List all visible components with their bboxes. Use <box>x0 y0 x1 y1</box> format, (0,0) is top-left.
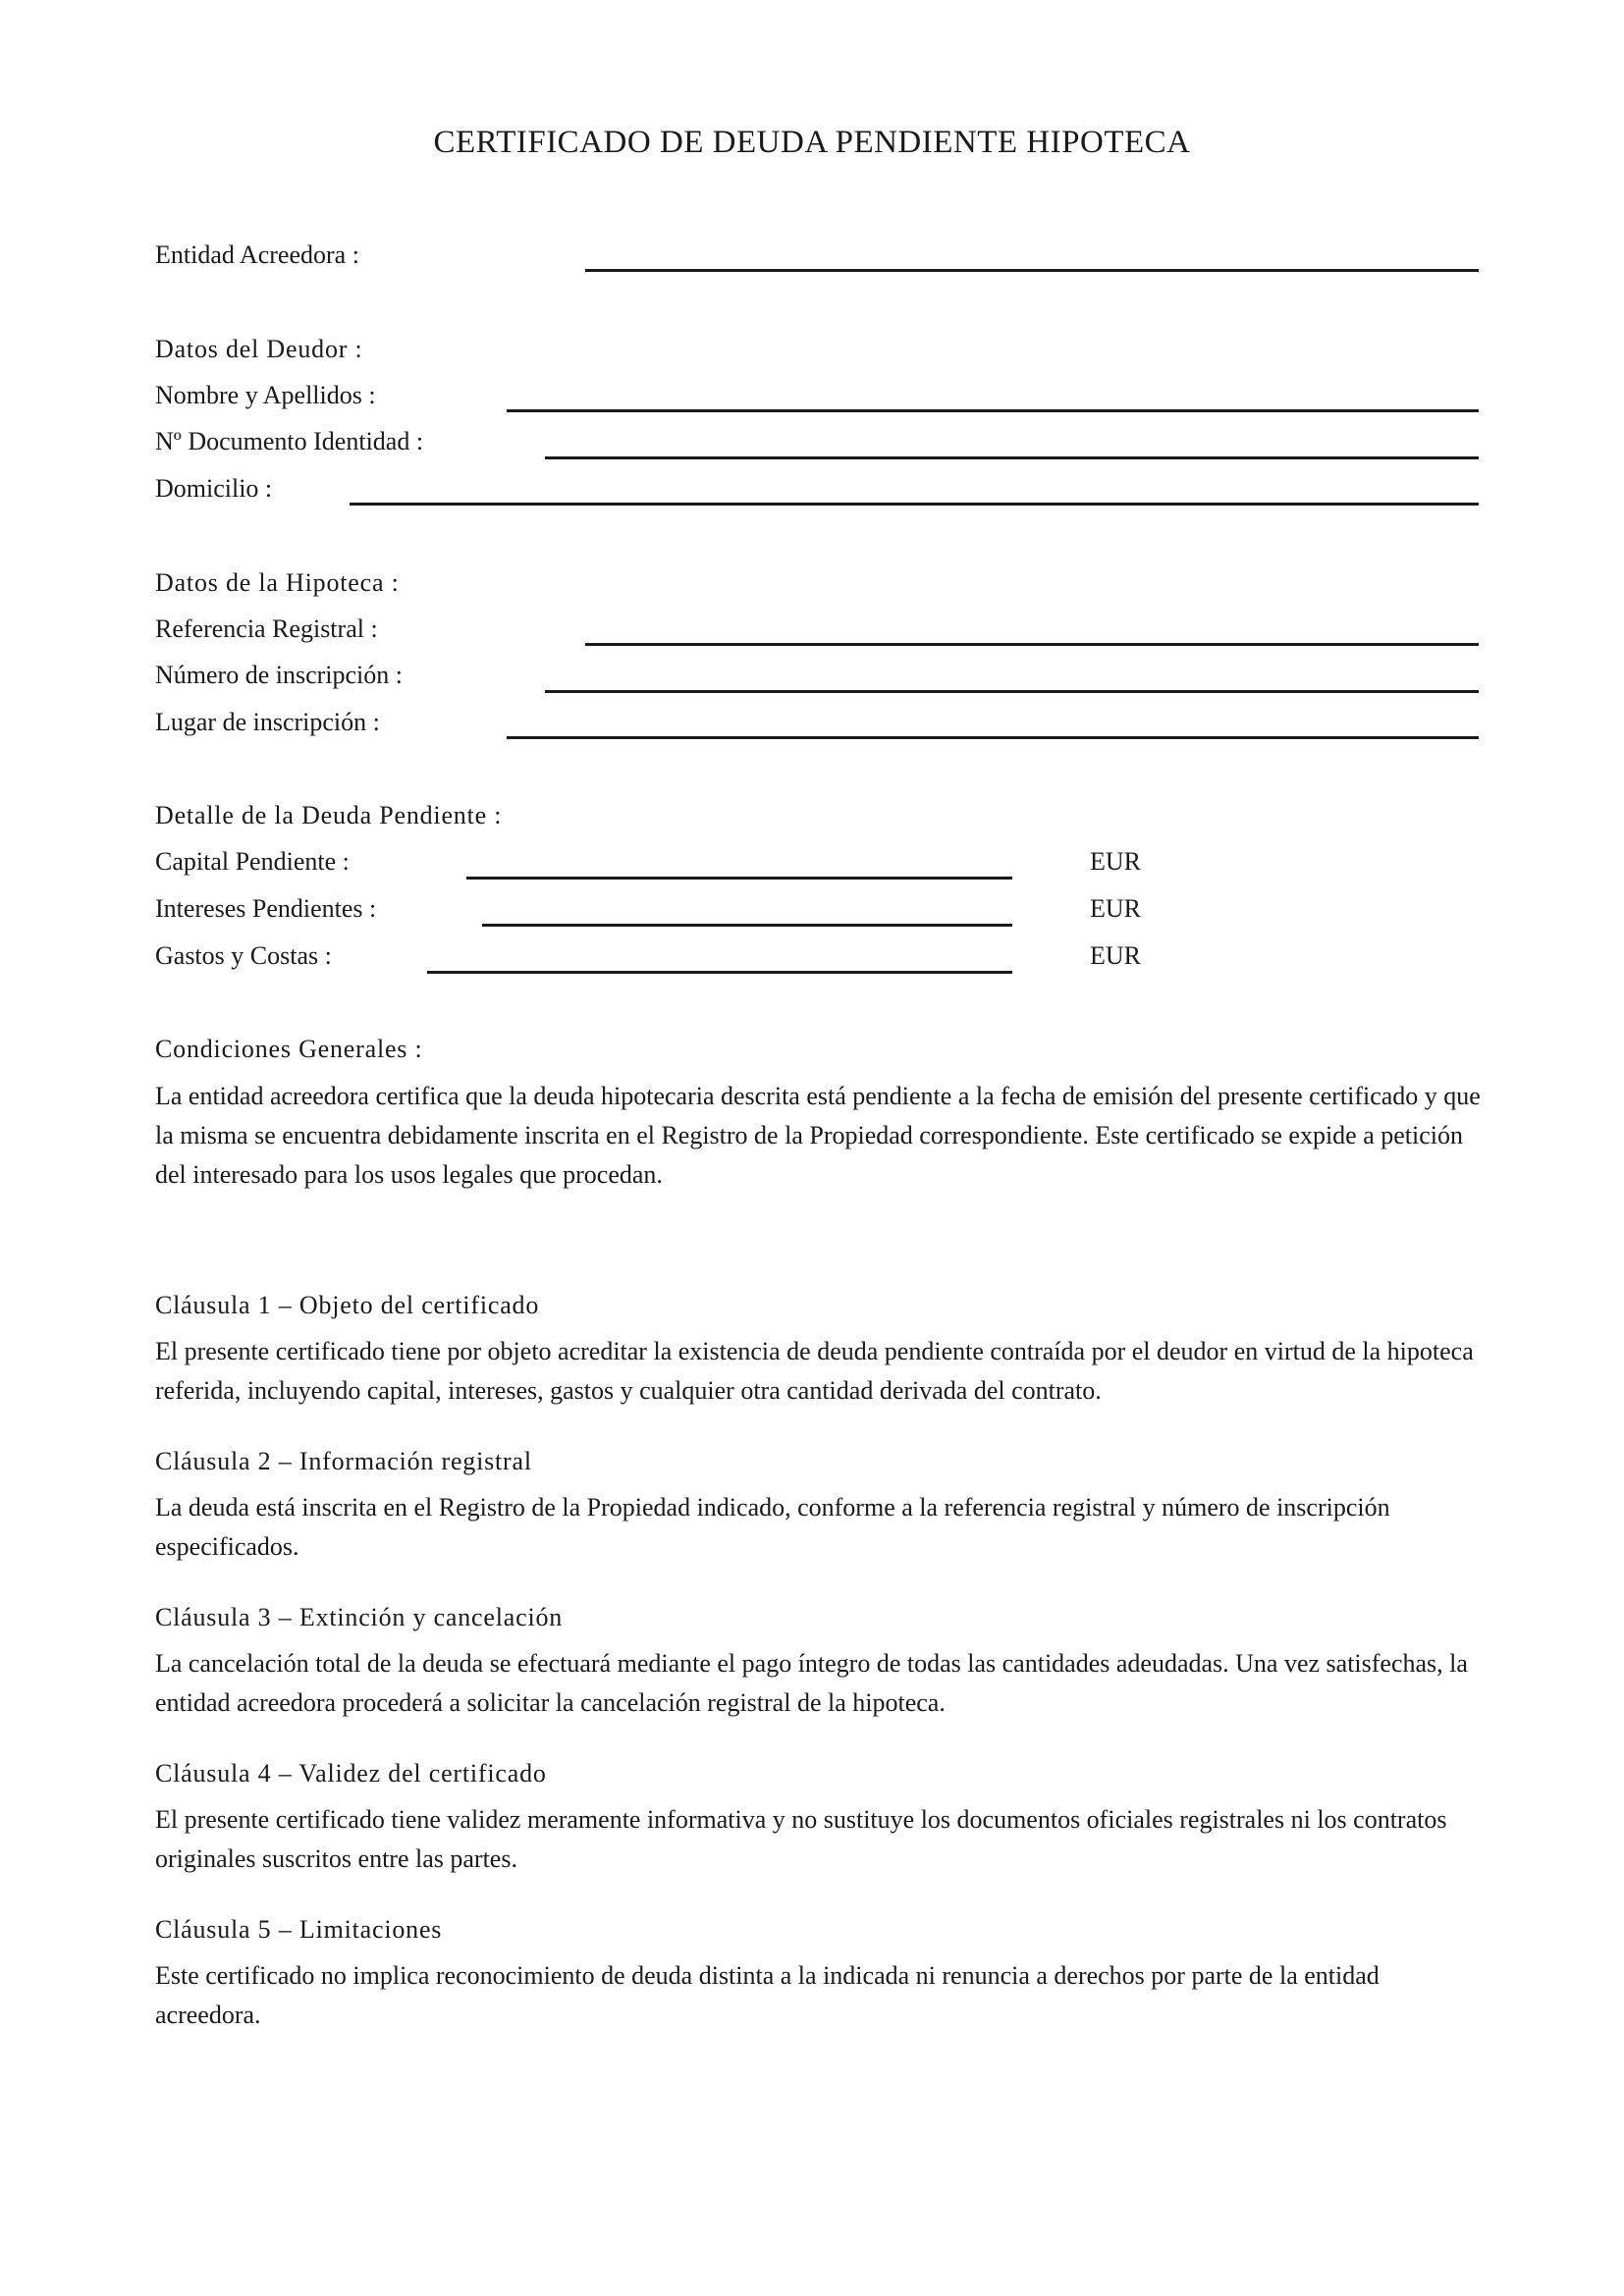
deudor-heading: Datos del Deudor : <box>155 335 363 363</box>
nombre-field[interactable] <box>507 409 1479 412</box>
gastos-label: Gastos y Costas : <box>155 941 332 970</box>
clausula-5-heading: Cláusula 5 – Limitaciones <box>155 1915 443 1944</box>
domicilio-label: Domicilio : <box>155 474 273 503</box>
referencia-label: Referencia Registral : <box>155 614 378 643</box>
acreedora-field[interactable] <box>585 269 1479 272</box>
clausula-2-text: La deuda está inscrita en el Registro de la Propiedad indicado, conforme a la referencia registral y número de inscripción especificados. <box>155 1493 1390 1561</box>
intereses-label: Intereses Pendientes : <box>155 894 377 923</box>
clausula-3-heading: Cláusula 3 – Extinción y cancelación <box>155 1603 564 1631</box>
deuda-heading: Detalle de la Deuda Pendiente : <box>155 801 503 829</box>
hipoteca-heading: Datos de la Hipoteca : <box>155 568 400 597</box>
gastos-currency: EUR <box>1090 941 1141 970</box>
clausula-3-text: La cancelación total de la deuda se efectuará mediante el pago íntegro de todas las cantidades adeudadas. Una vez satisfechas, la entidad acreedora procederá a solicitar la cancelación registral de la hipoteca. <box>155 1649 1468 1717</box>
clausula-2-heading: Cláusula 2 – Información registral <box>155 1447 532 1475</box>
lugar-field[interactable] <box>507 736 1479 739</box>
intereses-currency: EUR <box>1090 894 1141 923</box>
acreedora-label: Entidad Acreedora : <box>155 240 359 269</box>
capital-label: Capital Pendiente : <box>155 847 350 876</box>
referencia-field[interactable] <box>585 643 1479 646</box>
condiciones-heading: Condiciones Generales : <box>155 1035 423 1063</box>
clausula-5-text: Este certificado no implica reconocimiento de deuda distinta a la indicada ni renuncia a derechos por parte de la entidad acreedora. <box>155 1961 1380 2029</box>
documento-field[interactable] <box>545 456 1479 459</box>
condiciones-text: La entidad acreedora certifica que la deuda hipotecaria descrita está pendiente a la fecha de emisión del presente certificado y que la misma se encuentra debidamente inscrita en el Registro de la Propiedad correspondiente. Este certificado se expide a petición del interesado para los usos legales que procedan. <box>155 1082 1481 1189</box>
nombre-label: Nombre y Apellidos : <box>155 381 376 409</box>
domicilio-field[interactable] <box>350 503 1479 506</box>
numero-label: Número de inscripción : <box>155 661 403 689</box>
clausula-1-text: El presente certificado tiene por objeto acreditar la existencia de deuda pendiente contraída por el deudor en virtud de la hipoteca referida, incluyendo capital, intereses, gastos y cualquier otra cantidad derivada del contrato. <box>155 1337 1474 1405</box>
lugar-label: Lugar de inscripción : <box>155 708 380 736</box>
intereses-field[interactable] <box>482 924 1012 927</box>
clausula-4-text: El presente certificado tiene validez meramente informativa y no sustituye los documentos oficiales registrales ni los contratos originales suscritos entre las partes. <box>155 1805 1447 1873</box>
clausula-4-heading: Cláusula 4 – Validez del certificado <box>155 1759 547 1788</box>
numero-field[interactable] <box>545 690 1479 693</box>
documento-label: Nº Documento Identidad : <box>155 427 424 455</box>
capital-currency: EUR <box>1090 847 1141 876</box>
gastos-field[interactable] <box>427 971 1012 974</box>
document-title: CERTIFICADO DE DEUDA PENDIENTE HIPOTECA <box>433 125 1191 160</box>
clausula-1-heading: Cláusula 1 – Objeto del certificado <box>155 1291 540 1319</box>
capital-field[interactable] <box>466 877 1012 880</box>
